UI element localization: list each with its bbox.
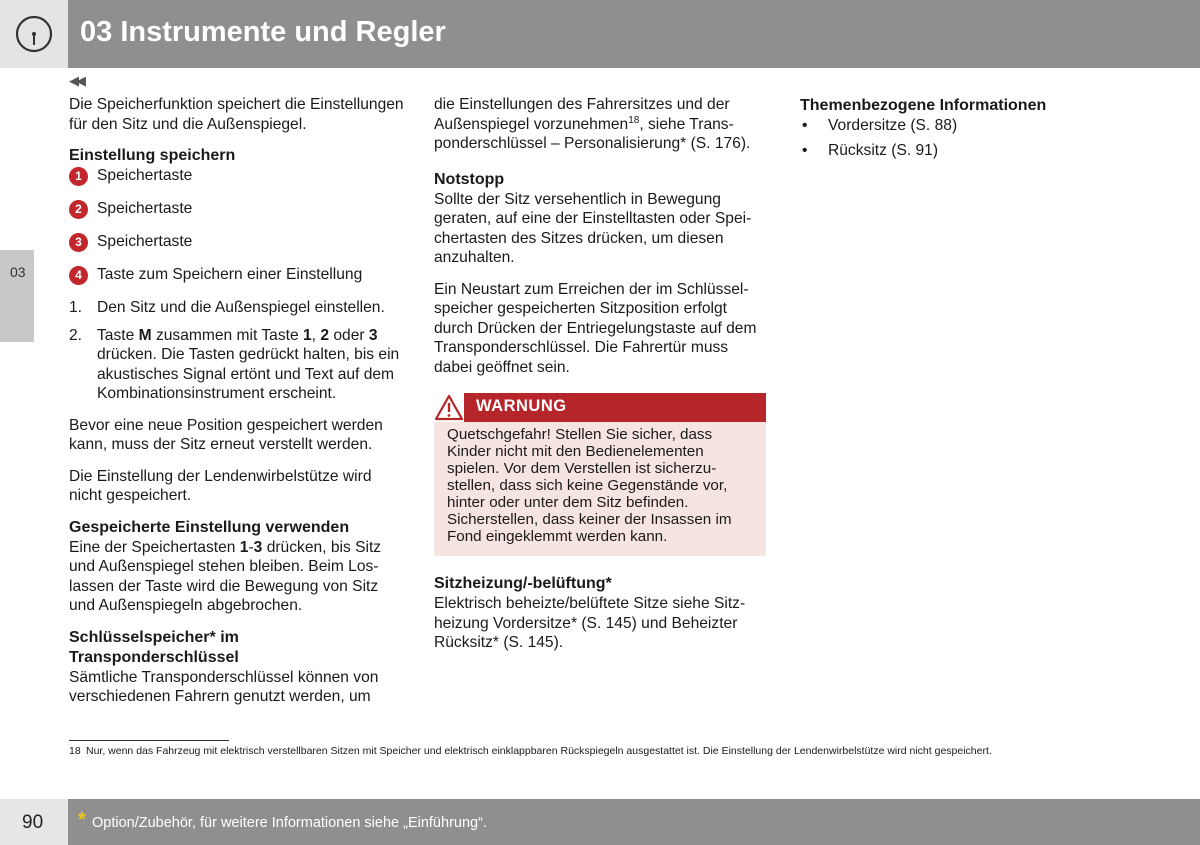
related-link[interactable] — [800, 116, 1100, 136]
bullet-icon: • — [802, 141, 808, 159]
heading-save-setting: Einstellung speichern — [69, 147, 236, 164]
number-badge: 1 — [69, 167, 88, 186]
list-item — [69, 265, 405, 285]
step-number: 2. — [69, 326, 83, 344]
heading-key-memory: Schlüsselspeicher* im Transponderschlüssel — [69, 628, 239, 666]
chapter-icon-box — [0, 0, 68, 68]
list-item — [69, 166, 405, 186]
paragraph-before-save: Bevor eine neue Position gespeichert werden kann, muss der Sitz erneut verstellt werden. — [69, 416, 383, 453]
page-number-box — [0, 799, 68, 845]
page-footer — [68, 799, 1200, 845]
footnote — [69, 745, 1119, 757]
list-item-label: Taste zum Speichern einer Einstellung — [97, 266, 363, 283]
page-title: 03 Instrumente und Regler — [80, 16, 446, 48]
list-item-label: Speichertaste — [97, 233, 193, 250]
footnote-reference[interactable]: 18 — [628, 114, 640, 126]
gauge-icon — [13, 14, 55, 54]
paragraph-use-setting: Eine der Speichertasten 1-3 drücken, bis Sitz und Außenspiegel stehen bleiben. Beim Loslassen der Taste wird die Bewegung von Sitz und Außenspiegeln abgebrochen. — [69, 538, 382, 614]
list-item — [69, 199, 405, 219]
warning-triangle-icon — [434, 393, 464, 422]
page-number: 90 — [22, 812, 44, 833]
number-badge: 2 — [69, 200, 88, 219]
heading-emergency-stop: Notstopp — [434, 170, 505, 188]
warning-header — [434, 393, 766, 422]
page-header — [0, 0, 1200, 68]
list-item-label: Speichertaste — [97, 200, 193, 217]
chapter-tab-label: 03 — [10, 264, 26, 280]
warning-title: WARNUNG — [476, 397, 567, 415]
related-link-label: Rücksitz (S. 91) — [828, 141, 939, 159]
list-item — [69, 232, 405, 252]
paragraph-emergency-stop: Sollte der Sitz versehentlich in Bewegung geraten, auf eine der Einstelltasten oder Speichertasten des Sitzes drücken, um diesen anzuhalten. — [434, 190, 752, 266]
footnote-text: Nur, wenn das Fahrzeug mit elektrisch verstellbaren Sitzen mit Speicher und elektrisch einklappbaren Rückspiegeln ausgestattet ist. Die Einstellung der Lendenwirbelstütze wird nicht gespeichert. — [86, 745, 992, 757]
footer-note: Option/Zubehör, für weitere Informationen siehe „Einführung“. — [92, 815, 487, 831]
list-item-label: Speichertaste — [97, 167, 193, 184]
footnote-number: 18 — [69, 745, 81, 757]
heading-related-info: Themenbezogene Informationen — [800, 97, 1047, 114]
heading-use-setting: Gespeicherte Einstellung verwenden — [69, 518, 350, 536]
chapter-side-tab[interactable] — [0, 250, 34, 342]
column-right — [800, 96, 1100, 165]
heading-seat-heating: Sitzheizung/-belüftung* — [434, 575, 612, 592]
step-text: Taste M zusammen mit Taste 1, 2 oder 3 drücken. Die Tasten gedrückt halten, bis ein akustisches Signal ertönt und Text auf dem Kombinationsinstrument erscheint. — [97, 326, 400, 402]
column-middle — [434, 95, 769, 665]
related-link-label: Vordersitze (S. 88) — [828, 117, 958, 134]
number-badge: 3 — [69, 233, 88, 252]
paragraph-key-memory: Sämtliche Transponderschlüssel können von verschiedenen Fahrern genutzt werden, um — [69, 668, 379, 705]
related-link[interactable] — [800, 141, 1100, 161]
step-number: 1. — [69, 299, 83, 316]
option-star-icon: * — [78, 809, 86, 831]
column-left — [69, 95, 405, 719]
step-item — [69, 326, 405, 404]
number-badge: 4 — [69, 266, 88, 285]
step-item — [69, 298, 405, 318]
step-text: Den Sitz und die Außenspiegel einstellen. — [97, 299, 385, 316]
bullet-icon: • — [802, 117, 808, 134]
paragraph-lumbar: Die Einstellung der Lendenwirbelstütze wird nicht gespeichert. — [69, 467, 372, 504]
intro-paragraph: Die Speicherfunktion speichert die Einstellungen für den Sitz und die Außenspiegel. — [69, 96, 404, 133]
paragraph-restart: Ein Neustart zum Erreichen der im Schlüsselspeicher gespeicherten Sitzposition erfolgt durch Drücken der Entriegelungstaste auf dem Transponderschlüssel. Die Fahrertür muss dabei geöffnet sein. — [434, 280, 757, 376]
warning-text: Quetschgefahr! Stellen Sie sicher, dass Kinder nicht mit den Bedienelementen spielen. Vor dem Verstellen ist sicherzustellen, dass sich keine Gegenstände vor, hinter oder unter dem Sitz befinden. Sicherstellen, dass keiner der Insassen im Fond eingeklemmt werden kann. — [434, 422, 766, 556]
paragraph-continuation: die Einstellungen des Fahrersitzes und der Außenspiegel vorzunehmen$^{18}$, siehe Transponderschlüssel – Personalisierung* (S. 176). — [434, 96, 751, 152]
warning-box — [434, 393, 766, 556]
footnote-divider — [69, 740, 229, 741]
double-left-arrow-icon[interactable]: ◀◀ — [69, 73, 83, 88]
paragraph-seat-heating: Elektrisch beheizte/belüftete Sitze siehe Sitzheizung Vordersitze* (S. 145) und Beheizter Rücksitz* (S. 145). — [434, 595, 746, 651]
